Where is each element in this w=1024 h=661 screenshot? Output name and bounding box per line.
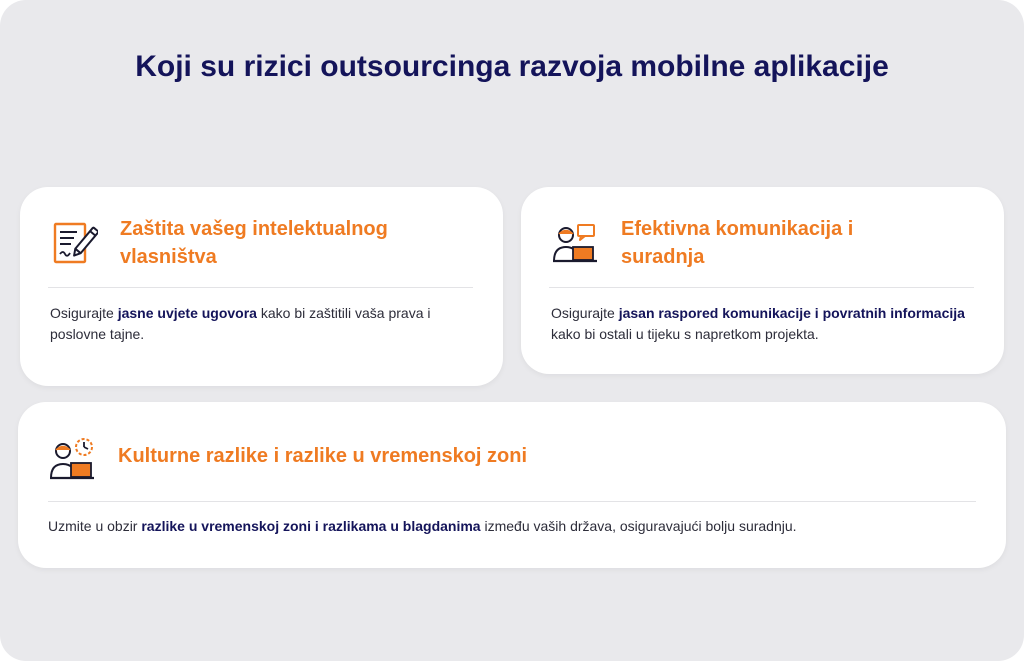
card-divider	[48, 501, 976, 502]
page-title: Koji su rizici outsourcinga razvoja mobilne aplikacije	[135, 50, 889, 83]
contract-pen-icon	[50, 219, 98, 267]
risk-card-description: Uzmite u obzir razlike u vremenskoj zoni i razlikama u blagdanima između vaših država, osiguravajući bolju suradnju.	[48, 518, 797, 534]
risk-card-heading: Kulturne razlike i razlike u vremenskoj zoni	[118, 445, 528, 467]
risk-card-cultural-differences	[18, 402, 1006, 568]
risk-card-description: Osigurajte jasan raspored komunikacije i povratnih informacija kako bi ostali u tijeku s napretkom projekta.	[551, 305, 965, 342]
risk-card-heading: Efektivna komunikacija i suradnja	[621, 218, 854, 268]
card-divider	[48, 287, 473, 288]
risk-card-intellectual-property	[20, 187, 503, 386]
person-clock-laptop-icon	[48, 436, 96, 484]
risk-card-heading: Zaštita vašeg intelektualnog vlasništva	[120, 218, 388, 268]
risk-card-communication	[521, 187, 1004, 374]
card-divider	[549, 287, 974, 288]
person-chat-laptop-icon	[551, 221, 599, 269]
risk-card-description: Osigurajte jasne uvjete ugovora kako bi zaštitili vaša prava i poslovne tajne.	[50, 305, 431, 342]
